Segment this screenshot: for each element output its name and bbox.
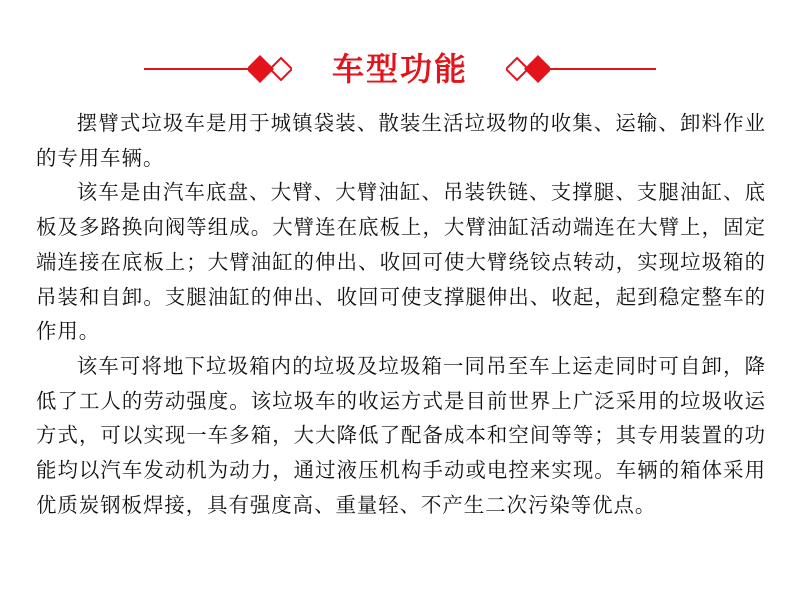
section-header xyxy=(0,38,800,100)
header-right-rule xyxy=(548,68,656,70)
intro-paragraph: 摆臂式垃圾车是用于城镇袋装、散装生活垃圾物的收集、运输、卸料作业的专用车辆。 xyxy=(36,111,766,170)
page-title: 车型功能 xyxy=(331,50,468,88)
diamond-ornament-icon xyxy=(248,52,292,86)
article-body xyxy=(36,106,766,522)
header-left-rule xyxy=(144,68,252,70)
ornament-solid-diamond xyxy=(524,55,550,83)
advantages-paragraph: 该车可将地下垃圾箱内的垃圾及垃圾箱一同吊至车上运走同时可自卸，降低了工人的劳动强度。该垃圾车的收运方式是目前世界上广泛采用的垃圾收运方式，可以实现一车多箱，大大降低了配备成本和空间等等；其专用装置的功能均以汽车发动机为动力，通过液压机构手动或电控来实现。车辆的箱体采用优质炭钢板焊接，具有强度高、重量轻、不产生二次污染等优点。 xyxy=(36,353,766,517)
structure-paragraph: 该车是由汽车底盘、大臂、大臂油缸、吊装铁链、支撑腿、支腿油缸、底板及多路换向阀等组成。大臂连在底板上，大臂油缸活动端连在大臂上，固定端连接在底板上；大臂油缸的伸出、收回可使大臂绕铰点转动，实现垃圾箱的吊装和自卸。支腿油缸的伸出、收回可使支撑腿伸出、收起，起到稳定整车的作用。 xyxy=(36,180,766,344)
diamond-ornament-icon xyxy=(506,52,550,86)
